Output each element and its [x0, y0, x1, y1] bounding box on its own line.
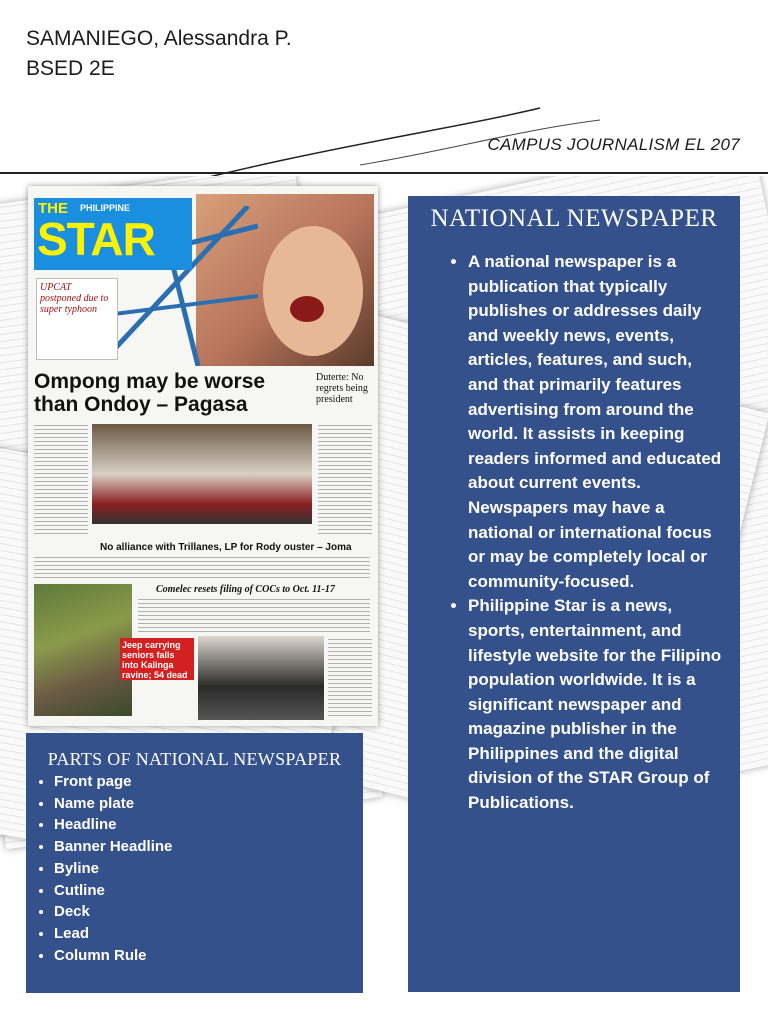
girl-mouth	[290, 296, 324, 322]
list-item: • Byline	[54, 858, 363, 880]
parts-list	[26, 771, 363, 966]
list-item: • Banner Headline	[54, 836, 363, 858]
list-item: • A national newspaper is a publication that typically publishes or addresses daily and weekly news, events, articles, features, and such, and that primarily features advertising from around the world. It assists in keeping readers informed and educated about current events. Newspapers may have a national or international focus or may be completely local or community-focused.	[468, 250, 722, 594]
author-block	[26, 24, 292, 84]
nameplate-the: THE	[38, 200, 68, 217]
upcat-box	[36, 278, 118, 360]
list-item: • Column Rule	[54, 945, 363, 967]
panel-title: NATIONAL NEWSPAPER	[430, 205, 718, 232]
parts-panel	[26, 733, 363, 993]
list-item: • Name plate	[54, 793, 363, 815]
definition-list	[408, 250, 740, 816]
red-news-box	[120, 638, 194, 680]
national-newspaper-panel	[408, 196, 740, 992]
group-photo	[92, 424, 312, 524]
text-column	[318, 424, 372, 534]
text-column	[328, 636, 372, 716]
header-rule	[0, 172, 768, 174]
girl-face	[263, 226, 363, 356]
nameplate-star: STAR	[37, 213, 155, 265]
parts-title: PARTS OF NATIONAL NEWSPAPER	[47, 749, 342, 769]
list-item: • Headline	[54, 814, 363, 836]
list-item: • Deck	[54, 901, 363, 923]
text-column	[34, 424, 88, 534]
banner-headline: Ompong may be worse than Ondoy – Pagasa	[34, 370, 266, 416]
front-page-clipping	[28, 186, 378, 726]
list-item: • Lead	[54, 923, 363, 945]
subhead-alliance: No alliance with Trillanes, LP for Rody ouster – Joma	[100, 542, 352, 553]
author-name: SAMANIEGO, Alessandra P.	[26, 27, 292, 50]
landslide-photo	[34, 584, 132, 716]
officials-photo	[198, 636, 324, 720]
list-item: • Philippine Star is a news, sports, entertainment, and lifestyle website for the Filipino population worldwide. It is a significant newspaper and magazine publisher in the Philippines and the digital division of the STAR Group of Publications.	[468, 594, 722, 815]
side-note: Duterte: No regrets being president	[316, 372, 368, 405]
text-column	[34, 556, 370, 578]
red-box-text: Jeep carrying seniors falls into Kalinga ravine; 54 dead	[122, 640, 188, 680]
course-title: CAMPUS JOURNALISM EL 207	[487, 135, 740, 154]
author-section: BSED 2E	[26, 57, 115, 80]
list-item: • Front page	[54, 771, 363, 793]
list-item: • Cutline	[54, 880, 363, 902]
nameplate	[34, 198, 192, 270]
subhead-comelec: Comelec resets filing of COCs to Oct. 11-17	[156, 584, 335, 595]
nameplate-philippine: PHILIPPINE	[80, 203, 131, 213]
upcat-note: UPCAT postponed due to super typhoon	[40, 282, 109, 315]
text-column	[138, 598, 370, 632]
